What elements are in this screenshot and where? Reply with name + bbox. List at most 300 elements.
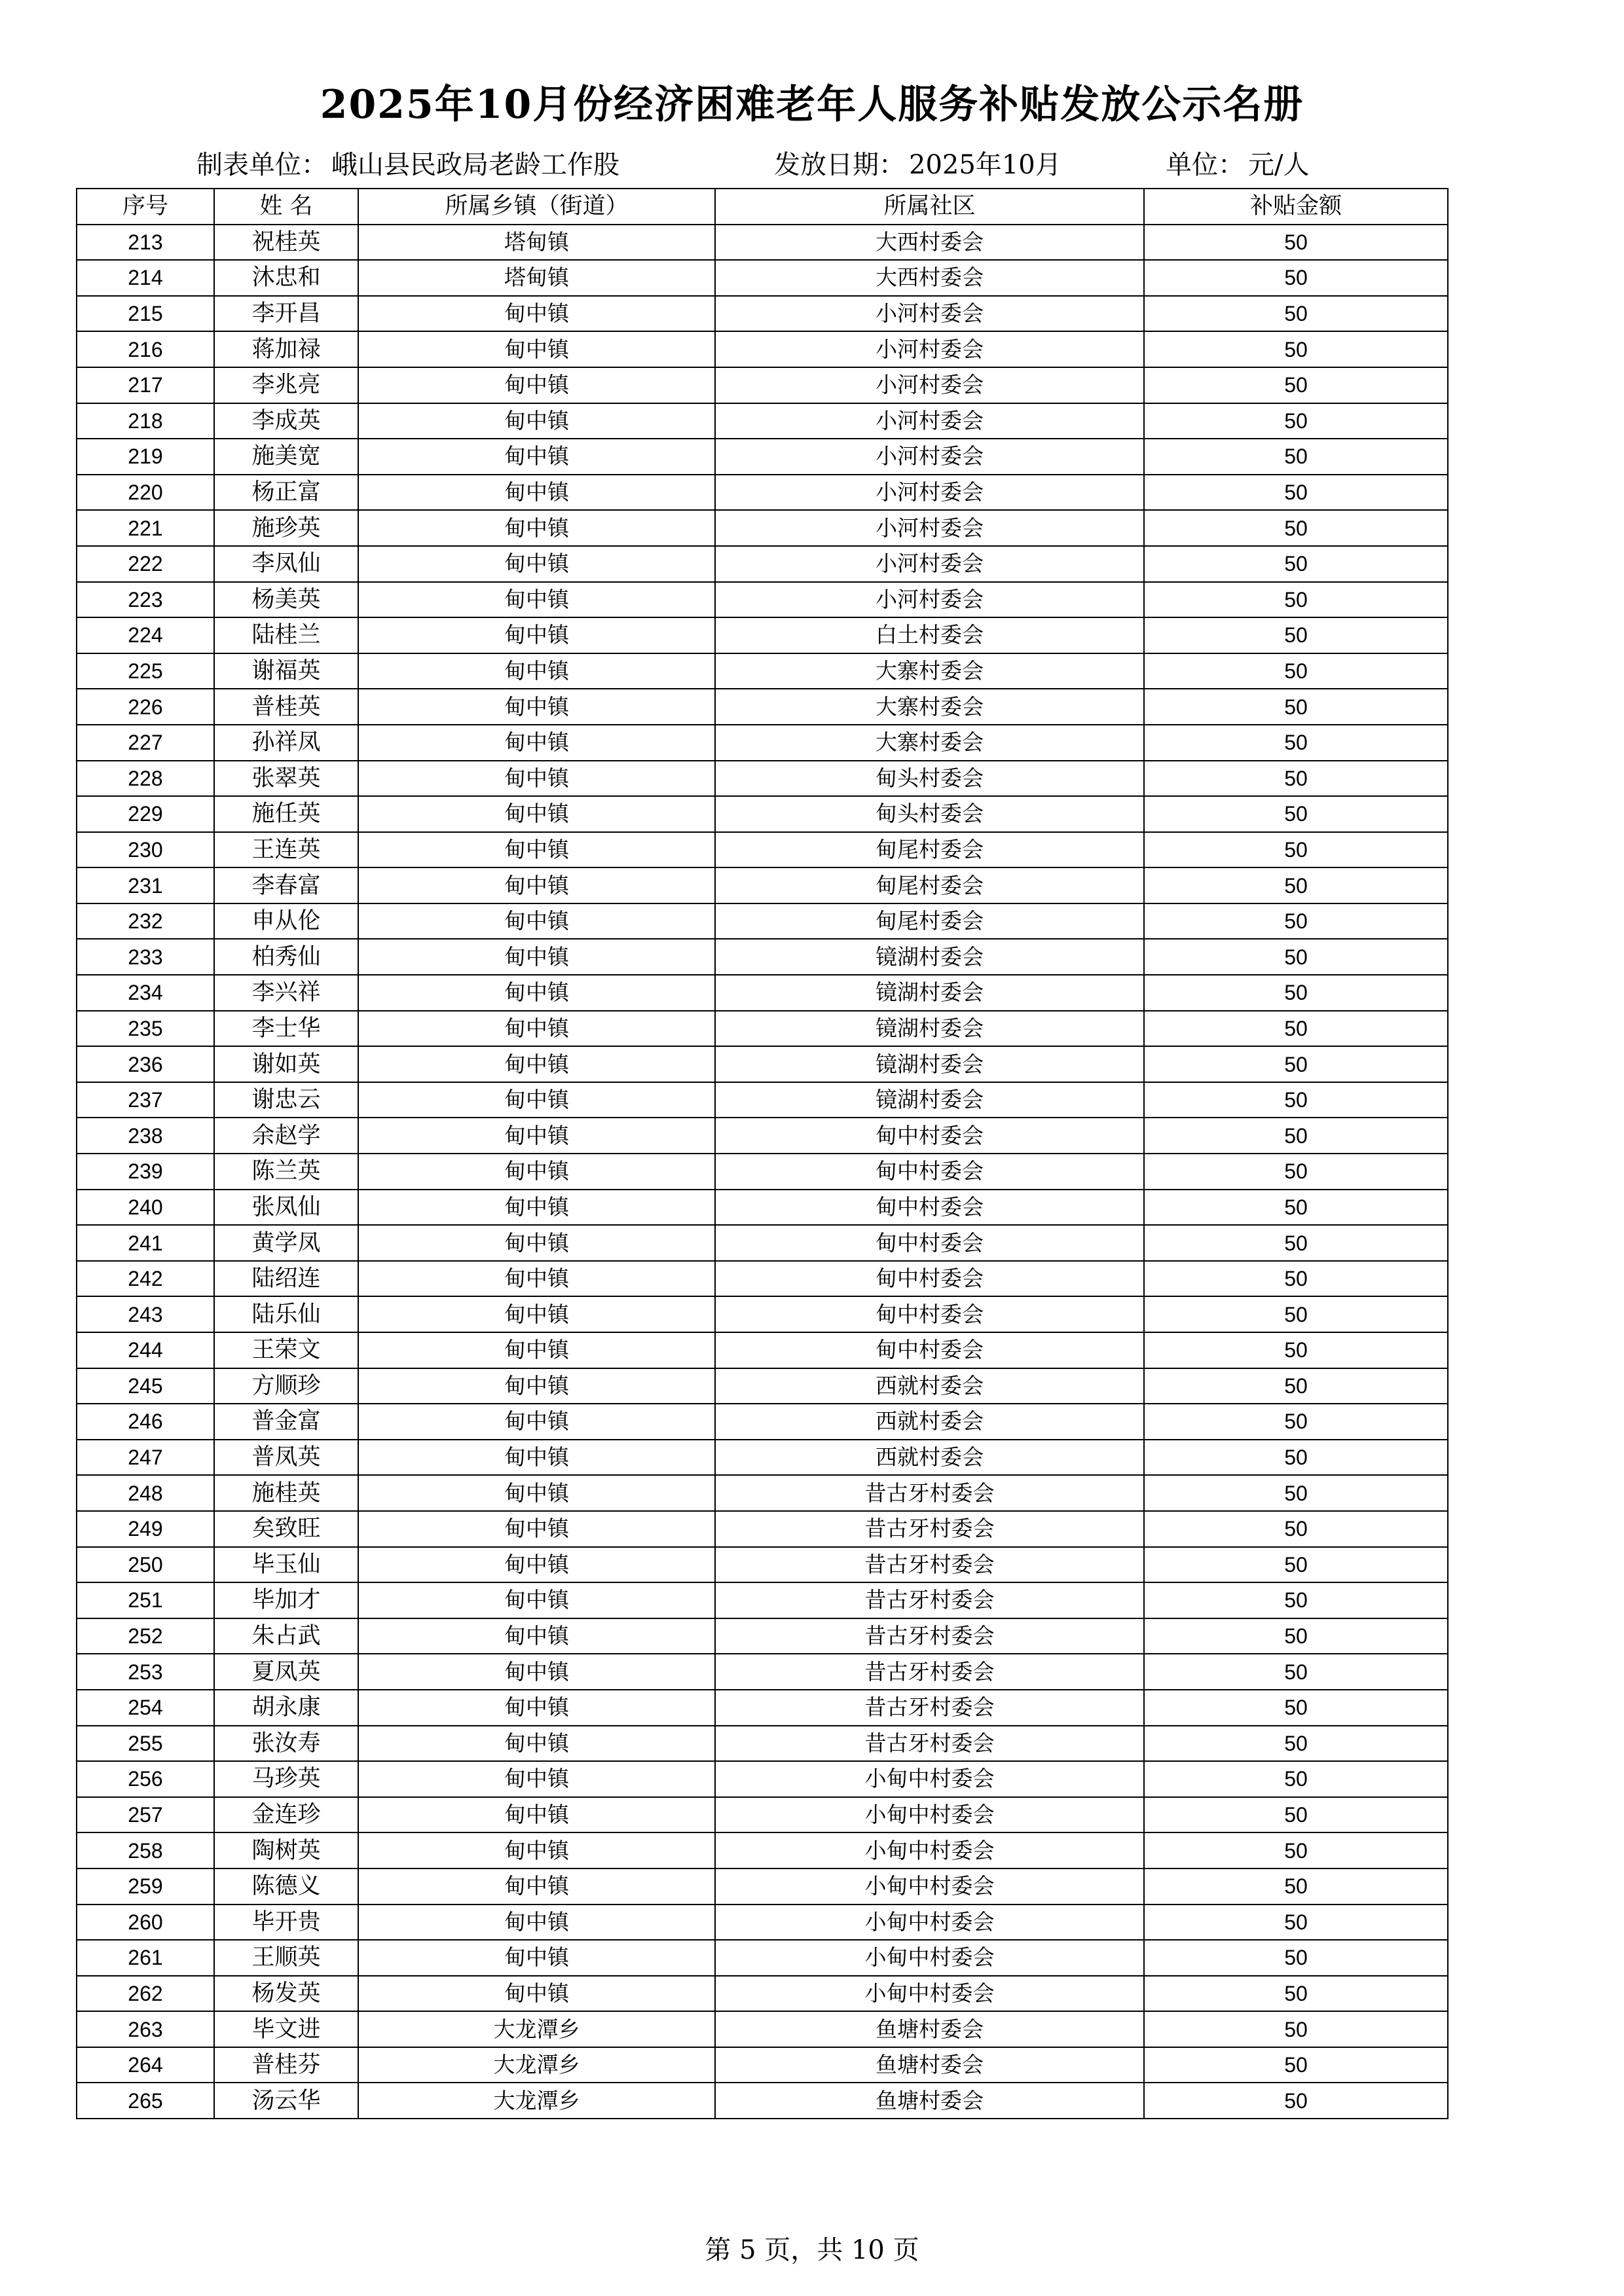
cell-community: 小河村委会	[715, 296, 1144, 332]
cell-name: 王顺英	[214, 1940, 358, 1976]
cell-community: 大西村委会	[715, 260, 1144, 296]
table-row	[77, 617, 1448, 653]
cell-community: 甸中村委会	[715, 1332, 1144, 1368]
cell-serial: 256	[77, 1761, 214, 1797]
cell-name: 杨发英	[214, 1976, 358, 2012]
cell-amount: 50	[1144, 2047, 1448, 2083]
column-header-amount: 补贴金额	[1144, 189, 1448, 225]
cell-serial: 263	[77, 2011, 214, 2047]
cell-serial: 255	[77, 1726, 214, 1762]
cell-township: 甸中镇	[358, 1868, 715, 1904]
cell-serial: 243	[77, 1296, 214, 1332]
cell-serial: 222	[77, 546, 214, 582]
cell-amount: 50	[1144, 653, 1448, 689]
cell-amount: 50	[1144, 689, 1448, 725]
cell-township: 大龙潭乡	[358, 2047, 715, 2083]
column-header-name: 姓 名	[214, 189, 358, 225]
table-row	[77, 367, 1448, 403]
cell-amount: 50	[1144, 582, 1448, 618]
table-row	[77, 796, 1448, 832]
table-row	[77, 832, 1448, 868]
table-row	[77, 761, 1448, 797]
cell-amount: 50	[1144, 939, 1448, 975]
cell-name: 朱占武	[214, 1618, 358, 1654]
cell-township: 甸中镇	[358, 1690, 715, 1726]
cell-township: 甸中镇	[358, 939, 715, 975]
cell-community: 镜湖村委会	[715, 975, 1144, 1011]
cell-amount: 50	[1144, 1726, 1448, 1762]
table-row	[77, 1547, 1448, 1583]
cell-name: 蒋加禄	[214, 331, 358, 367]
table-row	[77, 1976, 1448, 2012]
cell-serial: 221	[77, 510, 214, 546]
cell-amount: 50	[1144, 260, 1448, 296]
cell-amount: 50	[1144, 331, 1448, 367]
cell-community: 甸中村委会	[715, 1118, 1144, 1154]
cell-township: 甸中镇	[358, 1654, 715, 1690]
cell-community: 小河村委会	[715, 510, 1144, 546]
cell-community: 大寨村委会	[715, 725, 1144, 761]
cell-name: 施珍英	[214, 510, 358, 546]
cell-name: 毕文进	[214, 2011, 358, 2047]
table-row	[77, 546, 1448, 582]
table-row	[77, 653, 1448, 689]
cell-name: 李兆亮	[214, 367, 358, 403]
cell-serial: 235	[77, 1011, 214, 1047]
cell-name: 矣致旺	[214, 1511, 358, 1547]
cell-township: 大龙潭乡	[358, 2011, 715, 2047]
cell-name: 黄学凤	[214, 1225, 358, 1261]
cell-amount: 50	[1144, 1404, 1448, 1440]
cell-community: 西就村委会	[715, 1404, 1144, 1440]
cell-township: 甸中镇	[358, 1582, 715, 1618]
cell-community: 甸中村委会	[715, 1296, 1144, 1332]
cell-serial: 257	[77, 1797, 214, 1833]
cell-serial: 245	[77, 1368, 214, 1404]
cell-name: 毕玉仙	[214, 1547, 358, 1583]
table-row	[77, 1046, 1448, 1082]
cell-name: 张汝寿	[214, 1726, 358, 1762]
table-row	[77, 725, 1448, 761]
cell-community: 小河村委会	[715, 367, 1144, 403]
cell-name: 施桂英	[214, 1475, 358, 1511]
table-row	[77, 903, 1448, 939]
issue-date	[774, 144, 1061, 181]
currency-unit-label: 单位：	[1166, 150, 1244, 180]
cell-community: 大西村委会	[715, 225, 1144, 261]
cell-community: 昔古牙村委会	[715, 1511, 1144, 1547]
cell-township: 甸中镇	[358, 1261, 715, 1297]
cell-township: 甸中镇	[358, 1940, 715, 1976]
cell-community: 甸中村委会	[715, 1190, 1144, 1226]
cell-name: 李春富	[214, 867, 358, 903]
cell-serial: 215	[77, 296, 214, 332]
cell-name: 祝桂英	[214, 225, 358, 261]
cell-serial: 251	[77, 1582, 214, 1618]
cell-township: 甸中镇	[358, 546, 715, 582]
cell-serial: 261	[77, 1940, 214, 1976]
cell-amount: 50	[1144, 903, 1448, 939]
cell-name: 夏凤英	[214, 1654, 358, 1690]
cell-serial: 247	[77, 1440, 214, 1476]
cell-amount: 50	[1144, 1046, 1448, 1082]
cell-township: 甸中镇	[358, 403, 715, 439]
cell-amount: 50	[1144, 1082, 1448, 1118]
table-row	[77, 1118, 1448, 1154]
cell-community: 小甸中村委会	[715, 1868, 1144, 1904]
cell-amount: 50	[1144, 1868, 1448, 1904]
cell-serial: 232	[77, 903, 214, 939]
issue-date-label: 发放日期：	[774, 150, 905, 180]
cell-name: 普桂芬	[214, 2047, 358, 2083]
cell-community: 甸中村委会	[715, 1225, 1144, 1261]
cell-name: 普桂英	[214, 689, 358, 725]
cell-township: 甸中镇	[358, 1726, 715, 1762]
issuing-unit-value: 峨山县民政局老龄工作股	[331, 150, 619, 180]
cell-amount: 50	[1144, 1904, 1448, 1941]
table-row	[77, 1832, 1448, 1868]
cell-township: 甸中镇	[358, 975, 715, 1011]
cell-amount: 50	[1144, 1511, 1448, 1547]
cell-township: 甸中镇	[358, 1046, 715, 1082]
cell-township: 甸中镇	[358, 1118, 715, 1154]
cell-amount: 50	[1144, 1618, 1448, 1654]
cell-community: 昔古牙村委会	[715, 1690, 1144, 1726]
cell-township: 甸中镇	[358, 1475, 715, 1511]
cell-amount: 50	[1144, 1368, 1448, 1404]
table-row	[77, 975, 1448, 1011]
cell-name: 谢忠云	[214, 1082, 358, 1118]
cell-community: 大寨村委会	[715, 689, 1144, 725]
cell-township: 塔甸镇	[358, 260, 715, 296]
column-header-township: 所属乡镇（街道）	[358, 189, 715, 225]
cell-township: 甸中镇	[358, 1404, 715, 1440]
table-row	[77, 1082, 1448, 1118]
cell-name: 陈德义	[214, 1868, 358, 1904]
cell-community: 昔古牙村委会	[715, 1654, 1144, 1690]
cell-township: 甸中镇	[358, 1011, 715, 1047]
cell-amount: 50	[1144, 1118, 1448, 1154]
table-row	[77, 1190, 1448, 1226]
cell-community: 小河村委会	[715, 439, 1144, 475]
cell-community: 镜湖村委会	[715, 1046, 1144, 1082]
cell-community: 小河村委会	[715, 582, 1144, 618]
cell-township: 甸中镇	[358, 903, 715, 939]
cell-amount: 50	[1144, 1332, 1448, 1368]
cell-community: 小河村委会	[715, 403, 1144, 439]
cell-township: 甸中镇	[358, 1082, 715, 1118]
cell-amount: 50	[1144, 1797, 1448, 1833]
cell-township: 甸中镇	[358, 1511, 715, 1547]
cell-serial: 246	[77, 1404, 214, 1440]
column-header-serial: 序号	[77, 189, 214, 225]
cell-name: 普凤英	[214, 1440, 358, 1476]
cell-serial: 234	[77, 975, 214, 1011]
cell-community: 小甸中村委会	[715, 1832, 1144, 1868]
cell-township: 甸中镇	[358, 832, 715, 868]
cell-township: 甸中镇	[358, 1547, 715, 1583]
cell-serial: 242	[77, 1261, 214, 1297]
cell-community: 小甸中村委会	[715, 1940, 1144, 1976]
cell-serial: 218	[77, 403, 214, 439]
cell-community: 小甸中村委会	[715, 1797, 1144, 1833]
cell-amount: 50	[1144, 832, 1448, 868]
cell-township: 甸中镇	[358, 1225, 715, 1261]
cell-township: 甸中镇	[358, 367, 715, 403]
cell-serial: 259	[77, 1868, 214, 1904]
table-row	[77, 296, 1448, 332]
cell-amount: 50	[1144, 475, 1448, 511]
cell-township: 甸中镇	[358, 1761, 715, 1797]
cell-name: 毕开贵	[214, 1904, 358, 1941]
table-row	[77, 1404, 1448, 1440]
cell-name: 杨美英	[214, 582, 358, 618]
cell-serial: 254	[77, 1690, 214, 1726]
cell-township: 甸中镇	[358, 439, 715, 475]
cell-serial: 237	[77, 1082, 214, 1118]
cell-name: 谢福英	[214, 653, 358, 689]
cell-community: 西就村委会	[715, 1368, 1144, 1404]
cell-community: 镜湖村委会	[715, 939, 1144, 975]
cell-serial: 253	[77, 1654, 214, 1690]
cell-community: 大寨村委会	[715, 653, 1144, 689]
cell-community: 小河村委会	[715, 475, 1144, 511]
cell-community: 白土村委会	[715, 617, 1144, 653]
table-row	[77, 1868, 1448, 1904]
cell-township: 甸中镇	[358, 689, 715, 725]
cell-serial: 219	[77, 439, 214, 475]
cell-name: 余赵学	[214, 1118, 358, 1154]
cell-amount: 50	[1144, 796, 1448, 832]
cell-serial: 239	[77, 1154, 214, 1190]
cell-serial: 225	[77, 653, 214, 689]
cell-township: 甸中镇	[358, 617, 715, 653]
cell-serial: 231	[77, 867, 214, 903]
cell-name: 李凤仙	[214, 546, 358, 582]
cell-serial: 233	[77, 939, 214, 975]
cell-amount: 50	[1144, 1225, 1448, 1261]
cell-amount: 50	[1144, 617, 1448, 653]
cell-serial: 265	[77, 2083, 214, 2119]
cell-township: 甸中镇	[358, 1190, 715, 1226]
cell-township: 甸中镇	[358, 1296, 715, 1332]
table-row	[77, 439, 1448, 475]
cell-amount: 50	[1144, 1190, 1448, 1226]
cell-community: 甸头村委会	[715, 761, 1144, 797]
cell-township: 甸中镇	[358, 1618, 715, 1654]
cell-community: 甸尾村委会	[715, 832, 1144, 868]
table-row	[77, 2047, 1448, 2083]
currency-unit	[1166, 144, 1309, 181]
cell-name: 李兴祥	[214, 975, 358, 1011]
cell-township: 甸中镇	[358, 475, 715, 511]
table-row	[77, 1582, 1448, 1618]
cell-amount: 50	[1144, 1690, 1448, 1726]
cell-name: 谢如英	[214, 1046, 358, 1082]
cell-amount: 50	[1144, 439, 1448, 475]
cell-community: 镜湖村委会	[715, 1082, 1144, 1118]
cell-serial: 230	[77, 832, 214, 868]
table-row	[77, 1261, 1448, 1297]
table-row	[77, 1475, 1448, 1511]
cell-township: 甸中镇	[358, 1976, 715, 2012]
cell-serial: 244	[77, 1332, 214, 1368]
cell-name: 施任英	[214, 796, 358, 832]
cell-name: 张翠英	[214, 761, 358, 797]
cell-amount: 50	[1144, 725, 1448, 761]
cell-township: 甸中镇	[358, 296, 715, 332]
cell-community: 小甸中村委会	[715, 1904, 1144, 1941]
cell-serial: 241	[77, 1225, 214, 1261]
cell-community: 小甸中村委会	[715, 1976, 1144, 2012]
cell-amount: 50	[1144, 1547, 1448, 1583]
table-row	[77, 582, 1448, 618]
cell-amount: 50	[1144, 367, 1448, 403]
cell-community: 西就村委会	[715, 1440, 1144, 1476]
table-row	[77, 1225, 1448, 1261]
cell-community: 昔古牙村委会	[715, 1726, 1144, 1762]
cell-township: 甸中镇	[358, 1440, 715, 1476]
cell-community: 昔古牙村委会	[715, 1618, 1144, 1654]
cell-name: 陆桂兰	[214, 617, 358, 653]
table-row	[77, 1726, 1448, 1762]
cell-township: 大龙潭乡	[358, 2083, 715, 2119]
cell-amount: 50	[1144, 1940, 1448, 1976]
cell-township: 甸中镇	[358, 1832, 715, 1868]
cell-community: 昔古牙村委会	[715, 1582, 1144, 1618]
cell-amount: 50	[1144, 403, 1448, 439]
table-row	[77, 1797, 1448, 1833]
cell-community: 昔古牙村委会	[715, 1475, 1144, 1511]
currency-unit-value: 元/人	[1248, 150, 1310, 180]
column-header-community: 所属社区	[715, 189, 1144, 225]
cell-serial: 217	[77, 367, 214, 403]
cell-name: 陆乐仙	[214, 1296, 358, 1332]
cell-serial: 238	[77, 1118, 214, 1154]
cell-name: 张凤仙	[214, 1190, 358, 1226]
cell-serial: 248	[77, 1475, 214, 1511]
cell-name: 申从伦	[214, 903, 358, 939]
cell-name: 杨正富	[214, 475, 358, 511]
table-row	[77, 331, 1448, 367]
cell-name: 柏秀仙	[214, 939, 358, 975]
cell-amount: 50	[1144, 1582, 1448, 1618]
table-row	[77, 1761, 1448, 1797]
cell-amount: 50	[1144, 761, 1448, 797]
cell-name: 陆绍连	[214, 1261, 358, 1297]
cell-amount: 50	[1144, 2083, 1448, 2119]
cell-community: 甸尾村委会	[715, 867, 1144, 903]
cell-township: 甸中镇	[358, 867, 715, 903]
cell-name: 胡永康	[214, 1690, 358, 1726]
cell-community: 小河村委会	[715, 331, 1144, 367]
cell-township: 甸中镇	[358, 510, 715, 546]
cell-township: 甸中镇	[358, 761, 715, 797]
cell-township: 甸中镇	[358, 1797, 715, 1833]
cell-serial: 216	[77, 331, 214, 367]
cell-serial: 252	[77, 1618, 214, 1654]
cell-amount: 50	[1144, 510, 1448, 546]
cell-serial: 240	[77, 1190, 214, 1226]
cell-name: 汤云华	[214, 2083, 358, 2119]
cell-amount: 50	[1144, 1832, 1448, 1868]
cell-township: 甸中镇	[358, 653, 715, 689]
table-row	[77, 475, 1448, 511]
cell-name: 马珍英	[214, 1761, 358, 1797]
cell-serial: 258	[77, 1832, 214, 1868]
cell-community: 镜湖村委会	[715, 1011, 1144, 1047]
table-header-row	[77, 189, 1448, 225]
cell-serial: 264	[77, 2047, 214, 2083]
cell-name: 孙祥凤	[214, 725, 358, 761]
cell-amount: 50	[1144, 975, 1448, 1011]
table-row	[77, 1690, 1448, 1726]
cell-name: 王连英	[214, 832, 358, 868]
cell-community: 昔古牙村委会	[715, 1547, 1144, 1583]
cell-community: 小甸中村委会	[715, 1761, 1144, 1797]
table-row	[77, 1154, 1448, 1190]
cell-serial: 229	[77, 796, 214, 832]
table-row	[77, 939, 1448, 975]
cell-name: 王荣文	[214, 1332, 358, 1368]
table-row	[77, 1904, 1448, 1941]
cell-community: 甸头村委会	[715, 796, 1144, 832]
table-row	[77, 1296, 1448, 1332]
cell-community: 鱼塘村委会	[715, 2083, 1144, 2119]
cell-amount: 50	[1144, 225, 1448, 261]
cell-amount: 50	[1144, 1261, 1448, 1297]
cell-amount: 50	[1144, 1475, 1448, 1511]
table-row	[77, 403, 1448, 439]
cell-township: 甸中镇	[358, 331, 715, 367]
cell-serial: 224	[77, 617, 214, 653]
page-title: 2025年10月份经济困难老年人服务补贴发放公示名册	[320, 82, 1304, 128]
cell-serial: 228	[77, 761, 214, 797]
cell-name: 李士华	[214, 1011, 358, 1047]
page-number: 第 5 页，共 10 页	[705, 2235, 919, 2265]
issue-date-value: 2025年10月	[909, 150, 1061, 180]
cell-name: 陶树英	[214, 1832, 358, 1868]
cell-serial: 223	[77, 582, 214, 618]
table-row	[77, 689, 1448, 725]
table-row	[77, 2083, 1448, 2119]
table-row	[77, 1011, 1448, 1047]
cell-name: 毕加才	[214, 1582, 358, 1618]
cell-name: 李开昌	[214, 296, 358, 332]
cell-serial: 220	[77, 475, 214, 511]
cell-township: 甸中镇	[358, 725, 715, 761]
cell-township: 甸中镇	[358, 1332, 715, 1368]
cell-amount: 50	[1144, 1761, 1448, 1797]
cell-community: 甸尾村委会	[715, 903, 1144, 939]
cell-name: 金连珍	[214, 1797, 358, 1833]
cell-serial: 262	[77, 1976, 214, 2012]
cell-serial: 249	[77, 1511, 214, 1547]
cell-amount: 50	[1144, 2011, 1448, 2047]
cell-name: 李成英	[214, 403, 358, 439]
cell-serial: 227	[77, 725, 214, 761]
cell-name: 陈兰英	[214, 1154, 358, 1190]
cell-amount: 50	[1144, 1296, 1448, 1332]
table-row	[77, 867, 1448, 903]
issuing-unit-label: 制表单位：	[196, 150, 327, 180]
table-row	[77, 1654, 1448, 1690]
table-row	[77, 1332, 1448, 1368]
table-row	[77, 2011, 1448, 2047]
cell-community: 甸中村委会	[715, 1261, 1144, 1297]
table-row	[77, 260, 1448, 296]
cell-amount: 50	[1144, 1976, 1448, 2012]
